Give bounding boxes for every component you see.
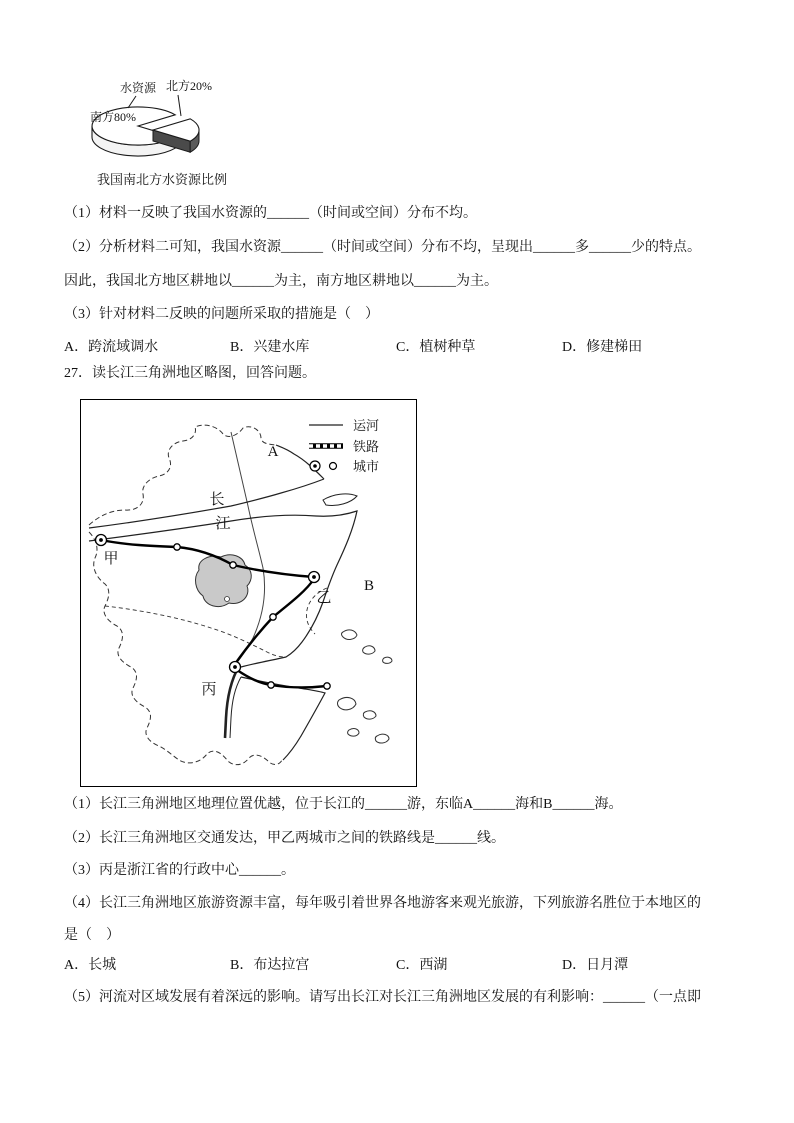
city-marker-jia (96, 535, 107, 546)
taihu-lake (196, 555, 252, 607)
province-boundary-north (89, 425, 275, 525)
q27-option-b: B．布达拉宫 (230, 958, 310, 973)
map-legend (309, 418, 379, 474)
pie-chart-figure (66, 74, 258, 188)
qiantang-river (225, 666, 239, 738)
label-sea-a: A (267, 444, 279, 460)
lake-island (225, 597, 230, 602)
city-marker-yi (309, 572, 320, 583)
pie-label-title: 水资源 (119, 81, 157, 95)
offshore-islands (338, 630, 393, 743)
q26-option-c: C．植树种草 (396, 340, 476, 355)
chongming-island (323, 494, 357, 506)
pie-chart-caption: 我国南北方水资源比例 (96, 172, 227, 187)
q27-option-d: D．日月潭 (562, 958, 629, 973)
legend-city-minor-symbol (330, 463, 337, 470)
q27-part1: （1）长江三角洲地区地理位置优越，位于长江的______游，东临A______海和B______海。 (64, 797, 623, 812)
pie-label-south: 南方80% (90, 110, 136, 124)
q27-option-a: A．长城 (64, 958, 117, 973)
q26-part3: （3）针对材料二反映的问题所采取的措施是（ ） (64, 307, 379, 322)
q26-part2-line2: 因此，我国北方地区耕地以______为主，南方地区耕地以______为主。 (64, 274, 498, 289)
q27-stem: 27．读长江三角洲地区略图，回答问题。 (64, 366, 316, 381)
label-changjiang-char2: 江 (215, 516, 231, 532)
q26-option-a: A．跨流域调水 (64, 340, 159, 355)
q27-part3: （3）丙是浙江省的行政中心______。 (64, 863, 295, 878)
leader-line-water (128, 96, 136, 108)
label-city-bing: 丙 (201, 682, 217, 698)
pie-chart-svg (66, 74, 258, 164)
q26-part1: （1）材料一反映了我国水资源的______（时间或空间）分布不均。 (64, 206, 477, 221)
q27-part4-line2: 是（ ） (64, 928, 120, 943)
delta-map-figure (80, 399, 417, 787)
q27-part4-line1: （4）长江三角洲地区旅游资源丰富，每年吸引着世界各地游客来观光旅游，下列旅游名胜位于本地区的 (64, 896, 701, 911)
q27-part4-options (64, 956, 734, 976)
pie-label-north: 北方20% (166, 79, 212, 93)
legend-railway-label: 铁路 (353, 439, 380, 454)
q26-part2-line1: （2）分析材料二可知，我国水资源______（时间或空间）分布不均，呈现出______多______少的特点。 (64, 240, 701, 255)
q27-option-c: C．西湖 (396, 958, 448, 973)
q26-part3-options (64, 338, 734, 358)
label-city-yi: 乙 (316, 590, 332, 606)
q27-part5: （5）河流对区域发展有着深远的影响。请写出长江对长江三角洲地区发展的有利影响：______（一点即 (64, 990, 701, 1005)
city-marker-bing (230, 662, 241, 673)
label-sea-b: B (363, 578, 375, 594)
bay-south-shore-coast (241, 677, 325, 760)
legend-city-major-dot (313, 464, 317, 468)
leader-line-north (178, 95, 181, 116)
label-city-jia: 甲 (103, 551, 119, 567)
yangtze-north-bank (89, 479, 324, 528)
q27-part2: （2）长江三角洲地区交通发达，甲乙两城市之间的铁路线是______线。 (64, 831, 505, 846)
legend-city-label: 城市 (353, 459, 380, 474)
legend-canal-label: 运河 (353, 418, 380, 433)
q26-option-b: B．兴建水库 (230, 340, 310, 355)
q26-option-d: D．修建梯田 (562, 340, 643, 355)
delta-map-svg (81, 400, 416, 786)
label-changjiang-char1: 长 (209, 492, 225, 508)
